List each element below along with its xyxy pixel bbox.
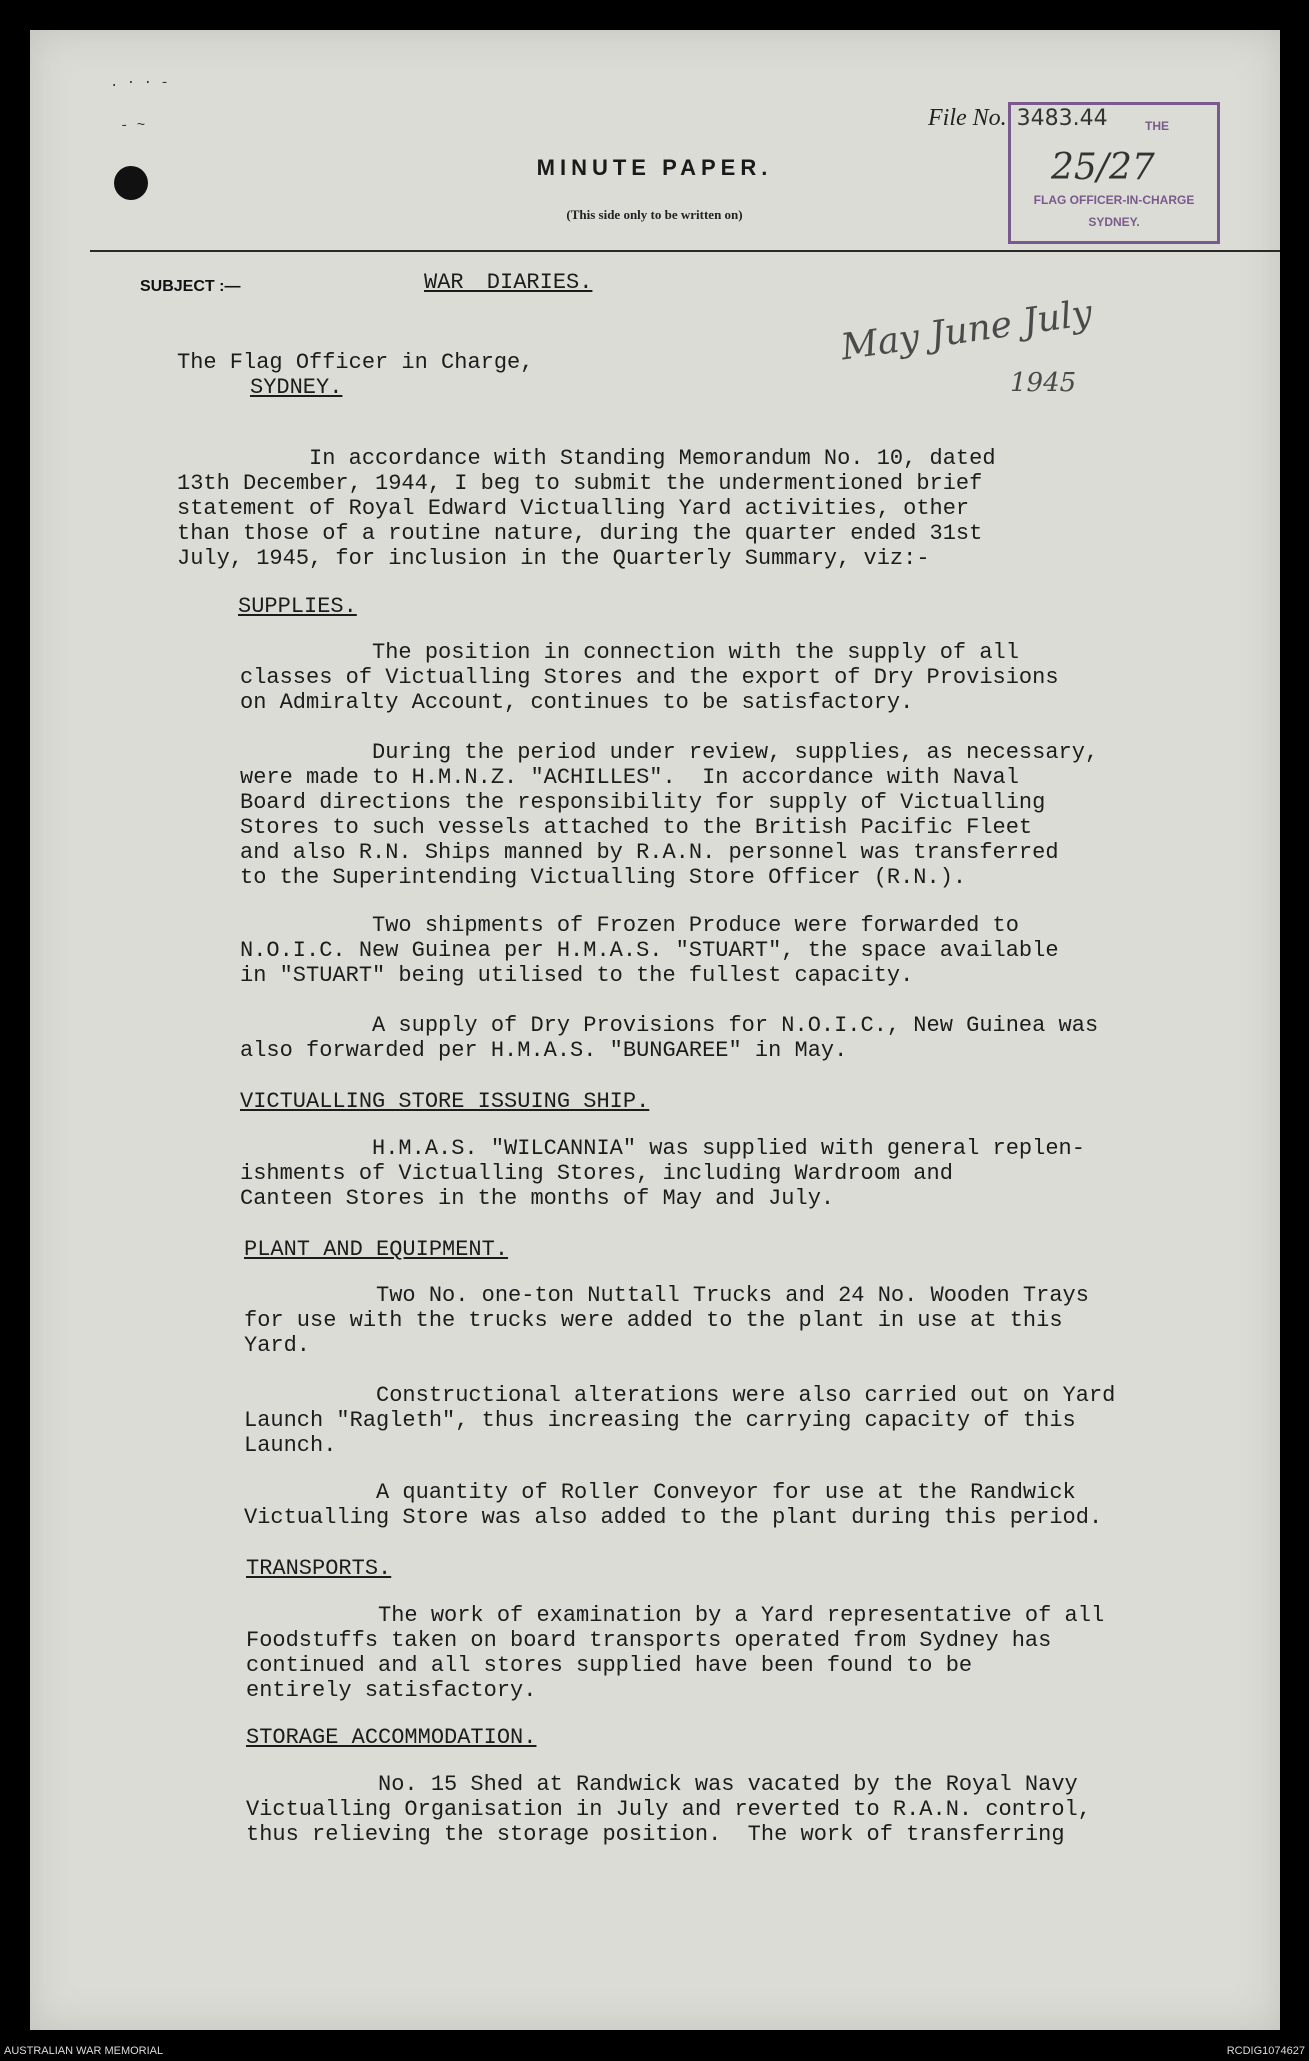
plant-paragraph-2: Constructional alterations were also carried out on Yard Launch "Ragleth", thus increasing the carrying capacity of this Launch. <box>244 1383 1116 1458</box>
supplies-paragraph-3: Two shipments of Frozen Produce were forwarded to N.O.I.C. New Guinea per H.M.A.S. "STUART", the space available in "STUART" being utilised to the fullest capacity. <box>240 913 1059 988</box>
plant-heading: PLANT AND EQUIPMENT. <box>244 1237 509 1262</box>
plant-paragraph-1: Two No. one-ton Nuttall Trucks and 24 No. Wooden Trays for use with the trucks were added to the plant in use at this Yard. <box>244 1283 1089 1358</box>
page-subtitle: (This side only to be written on) <box>566 207 743 222</box>
address-line-1: The Flag Officer in Charge, <box>177 350 534 375</box>
issuing-ship-heading: VICTUALLING STORE ISSUING SHIP. <box>240 1089 650 1114</box>
transports-heading: TRANSPORTS. <box>246 1556 392 1581</box>
file-number-label: File No. <box>928 105 1007 131</box>
footer-id: RCDIG1074627 <box>1226 2045 1305 2057</box>
supplies-paragraph-2: During the period under review, supplies, as necessary, were made to H.M.N.Z. "ACHILLES". In accordance with Naval Board directions the responsibility for supply of Victualling Stores to such vessels attached to the British Pacific Fleet and also R.N. Ships manned by R.A.N. personnel was transferred to the Superintending Victualling Store Officer (R.N.). <box>240 740 1099 890</box>
address-line-2: SYDNEY. <box>250 375 343 400</box>
supplies-paragraph-4: A supply of Dry Provisions for N.O.I.C., New Guinea was also forwarded per H.M.A.S. "BUNGAREE" in May. <box>240 1013 1099 1063</box>
subject-value: WAR DIARIES. <box>424 270 593 295</box>
stamp-line2: SYDNEY. <box>1088 215 1140 229</box>
storage-paragraph: No. 15 Shed at Randwick was vacated by the Royal Navy Victualling Organisation in July and reverted to R.A.N. control, thus relieving the storage position. The work of transferring <box>246 1772 1091 1847</box>
supplies-heading: SUPPLIES. <box>238 594 357 619</box>
file-number-value: 3483.44 <box>1016 106 1108 131</box>
stamp-number: 25/27 <box>1051 147 1155 188</box>
stamp-top-text: THE <box>1145 119 1169 133</box>
plant-paragraph-3: A quantity of Roller Conveyor for use at the Randwick Victualling Store was also added to the plant during this period. <box>244 1480 1103 1530</box>
footer-source: AUSTRALIAN WAR MEMORIAL <box>4 2045 164 2057</box>
ink-smudge: . · · - <box>110 75 169 91</box>
storage-heading: STORAGE ACCOMMODATION. <box>246 1725 537 1750</box>
page-title: MINUTE PAPER. <box>536 155 773 180</box>
intro-paragraph: In accordance with Standing Memorandum No. 10, dated 13th December, 1944, I beg to submit the undermentioned brief statement of Royal Edward Victualling Yard activities, other than those of a routine nature, during the quarter ended 31st July, 1945, for inclusion in the Quarterly Summary, viz:- <box>177 446 996 571</box>
transports-paragraph: The work of examination by a Yard representative of all Foodstuffs taken on board transports operated from Sydney has continued and all stores supplied have been found to be entirely satisfactory. <box>246 1603 1105 1703</box>
ink-smudge: - ~ <box>120 118 146 134</box>
stamp-line1: FLAG OFFICER-IN-CHARGE <box>1033 193 1195 207</box>
handwritten-year: 1945 <box>1010 368 1077 398</box>
handwritten-annotation: May June July <box>838 292 1095 369</box>
header-rule <box>90 250 1280 252</box>
issuing-ship-paragraph: H.M.A.S. "WILCANNIA" was supplied with general replen- ishments of Victualling Stores, including Wardroom and Canteen Stores in the months of May and July. <box>240 1136 1085 1211</box>
subject-label: SUBJECT :— <box>140 278 241 295</box>
supplies-paragraph-1: The position in connection with the supply of all classes of Victualling Stores and the export of Dry Provisions on Admiralty Account, continues to be satisfactory. <box>240 640 1059 715</box>
